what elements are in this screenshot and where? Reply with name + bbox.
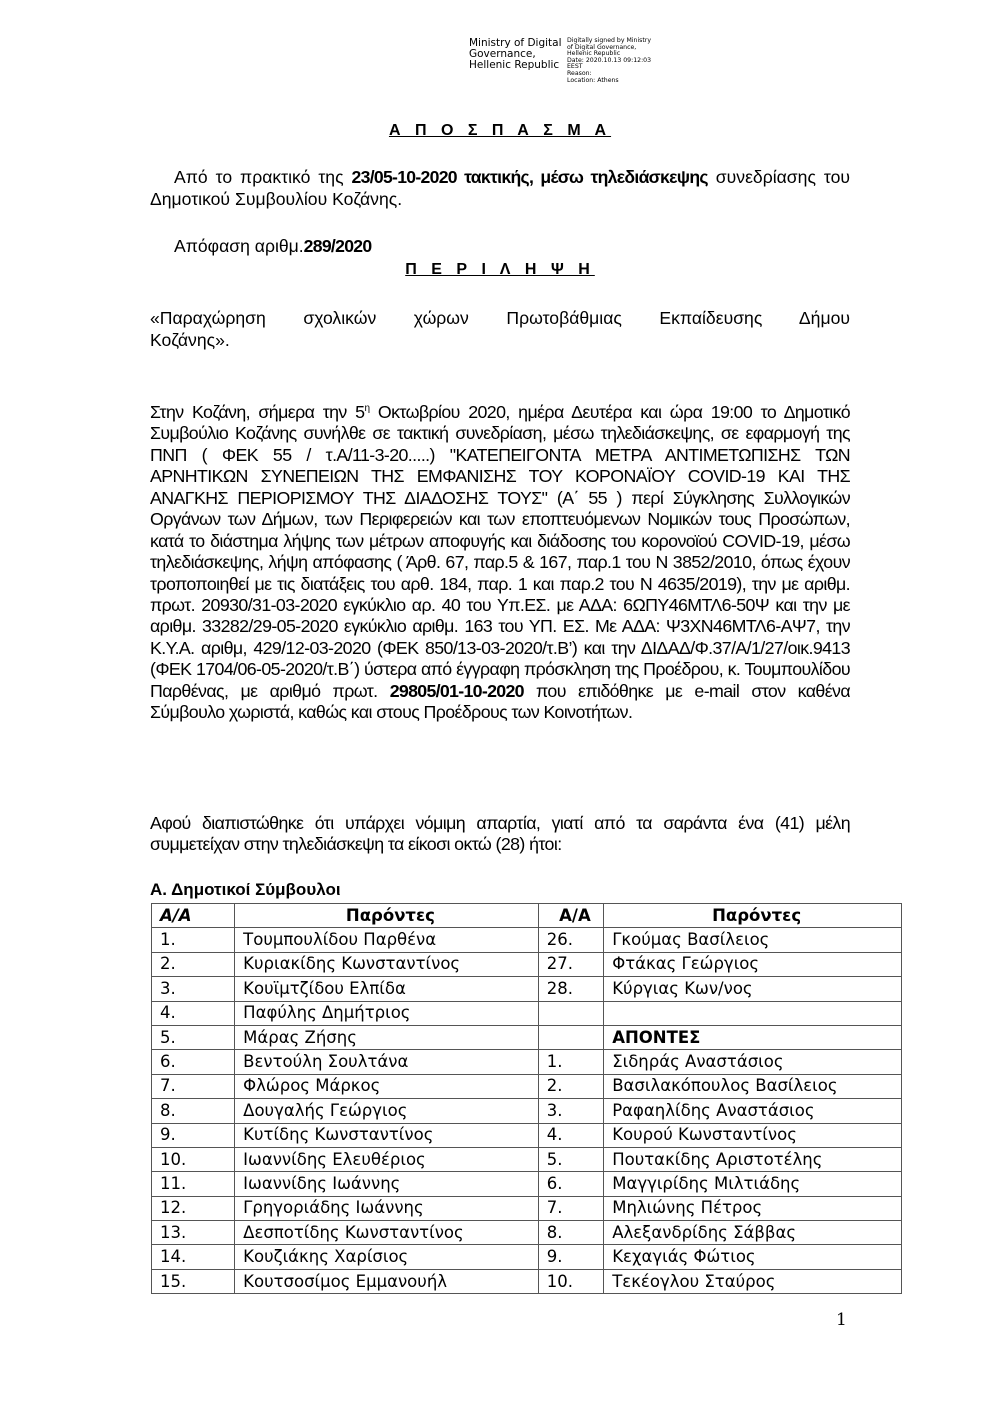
cell-name	[604, 1001, 902, 1025]
cell-name: Κουτσοσίμος Εμμανουήλ	[235, 1269, 539, 1293]
main-text: που επιδόθηκε με e-mail στον καθένα Σύμβουλο χωριστά, καθώς και στους Προέδρους των Κοινοτήτων.	[150, 680, 850, 723]
cell-number: 7.	[152, 1074, 235, 1098]
cell-name: Μαγγιρίδης Μιλτιάδης	[604, 1172, 902, 1196]
cell-number: 10.	[152, 1147, 235, 1171]
cell-number: 13.	[152, 1221, 235, 1245]
cell-number: 5.	[152, 1025, 235, 1049]
cell-name: Γρηγοριάδης Ιωάννης	[235, 1196, 539, 1220]
intro-paragraph	[150, 167, 850, 210]
cell-number: 5.	[538, 1147, 604, 1171]
table-row	[152, 1001, 902, 1025]
table-row	[152, 1196, 902, 1220]
quorum-paragraph: Αφού διαπιστώθηκε ότι υπάρχει νόμιμη απαρτία, γιατί από τα σαράντα ένα (41) μέλη συμμετείχαν στην τηλεδιάσκεψη τα είκοσι οκτώ (28) ήτοι:	[150, 813, 850, 855]
table-row	[152, 1147, 902, 1171]
decision-line	[150, 236, 850, 258]
table-header-row	[152, 904, 902, 928]
signer-name	[469, 38, 565, 84]
cell-number: 1.	[152, 928, 235, 952]
cell-name: Δουγαλής Γεώργιος	[235, 1099, 539, 1123]
cell-number: 3.	[152, 977, 235, 1001]
cell-name: Τουμπουλίδου Παρθένα	[235, 928, 539, 952]
signature-detail-line: Reason:	[567, 69, 592, 77]
signature-details	[567, 38, 667, 84]
signature-detail-line: Hellenic Republic	[567, 50, 621, 58]
cell-name: Ιωαννίδης Ιωάννης	[235, 1172, 539, 1196]
signer-line: Hellenic Republic	[469, 59, 560, 71]
table-row	[152, 1245, 902, 1269]
cell-name: Φλώρος Μάρκος	[235, 1074, 539, 1098]
main-text: Στην Κοζάνη, σήμερα την 5	[150, 401, 365, 422]
cell-number: 4.	[538, 1123, 604, 1147]
cell-name: Κύργιας Κων/νος	[604, 977, 902, 1001]
signature-detail-line: Date: 2020.10.13 09:12:03	[567, 56, 652, 64]
cell-name: Τεκέογλου Σταύρος	[604, 1269, 902, 1293]
table-row	[152, 1123, 902, 1147]
intro-text: συνεδρίασης του Δημοτικού Συμβουλίου Κοζάνης.	[150, 167, 850, 209]
cell-number	[538, 1025, 604, 1049]
cell-number: 2.	[538, 1074, 604, 1098]
cell-number: 26.	[538, 928, 604, 952]
cell-number: 12.	[152, 1196, 235, 1220]
ordinal-suffix: η	[364, 403, 370, 414]
cell-name: Γκούμας Βασίλειος	[604, 928, 902, 952]
subject-paragraph: «Παραχώρηση σχολικών χώρων Πρωτοβάθμιας Εκπαίδευσης Δήμου Κοζάνης».	[150, 308, 850, 350]
members-table	[151, 903, 902, 1294]
cell-name: Ιωαννίδης Ελευθέριος	[235, 1147, 539, 1171]
table-row	[152, 1099, 902, 1123]
cell-name: Κεχαγιάς Φώτιος	[604, 1245, 902, 1269]
decision-label: Απόφαση αριθμ.	[174, 236, 304, 256]
cell-name: Κουρού Κωνσταντίνος	[604, 1123, 902, 1147]
signature-detail-line: of Digital Governance,	[567, 43, 637, 51]
cell-number: 1.	[538, 1050, 604, 1074]
table-row	[152, 1074, 902, 1098]
table-row	[152, 1172, 902, 1196]
cell-number: 4.	[152, 1001, 235, 1025]
main-text: Οκτωβρίου 2020, ημέρα Δευτέρα και ώρα 19:00 το Δημοτικό Συμβούλιο Κοζάνης συνήλθε σε τακτική συνεδρίαση, μέσω τηλεδιάσκεψης, σε εφαρμογή της ΠΝΠ ( ΦΕΚ 55 / τ.Α/11-3-20.....) "ΚΑΤΕΠΕΙΓΟΝΤΑ ΜΕΤΡΑ ΑΝΤΙΜΕΤΩΠΙΣΗΣ ΤΩΝ ΑΡΝΗΤΙΚΩΝ ΣΥΝΕΠΕΙΩΝ ΤΗΣ ΕΜΦΑΝΙΣΗΣ ΤΟΥ ΚΟΡΟΝΑΪΟΥ COVID-19 ΚΑΙ ΤΗΣ ΑΝΑΓΚΗΣ ΠΕΡΙΟΡΙΣΜΟΥ ΤΗΣ ΔΙΑΔΟΣΗΣ ΤΟΥΣ" (Α΄ 55 ) περί Σύγκλησης Συλλογικών Οργάνων των Δήμων, των Περιφερειών και των εποπτευόμενων Νομικών τους Προσώπων, κατά το διάστημα λήψης των μέτρων αποφυγής και διάδοσης του κορονοϊού COVID-19, μέσω τηλεδιάσκεψης, λήψη απόφασης ( Άρθ. 67, παρ.5 & 167, παρ.1 του Ν 3852/2010, όπως έχουν τροποποιηθεί με τις διατάξεις του αρθ. 184, παρ. 1 και παρ.2 του Ν 4635/2019), την με αριθμ. πρωτ. 20930/31-03-2020 εγκύκλιο αρ. 40 του Υπ.ΕΣ. με ΑΔΑ: 6ΩΠΥ46ΜΤΛ6-50Ψ και την με αριθμ. 33282/29-05-2020 εγκύκλιο αριθμ. 163 του ΥΠ. ΕΣ. Με ΑΔΑ: Ψ3ΧΝ46ΜΤΛ6-ΑΨ7, την Κ.Υ.Α. αριθμ, 429/12-03-2020 (ΦΕΚ 850/13-03-2020/τ.Β’) και την ΔΙΔΑΔ/Φ.37/Α/1/27/οικ.9413 (ΦΕΚ 1704/06-05-2020/τ.Β΄) ύστερα από έγγραφη πρόσκληση της Προέδρου, κ. Τουμπουλίδου Παρθένας, με αριθμό πρωτ.	[150, 401, 850, 701]
cell-name: Κουζιάκης Χαρίσιος	[235, 1245, 539, 1269]
cell-name: Δεσποτίδης Κωνσταντίνος	[235, 1221, 539, 1245]
column-header-present: Παρόντες	[235, 904, 539, 928]
summary-title: Π Ε Ρ Ι Λ Η Ψ Η	[405, 261, 595, 278]
cell-number: 11.	[152, 1172, 235, 1196]
cell-number: 27.	[538, 952, 604, 976]
cell-number: 6.	[152, 1050, 235, 1074]
column-header-aa: Α/Α	[152, 904, 235, 928]
signature-detail-line: Digitally signed by Ministry	[567, 37, 652, 44]
cell-number: 15.	[152, 1269, 235, 1293]
cell-number: 9.	[538, 1245, 604, 1269]
cell-name: Κυριακίδης Κωνσταντίνος	[235, 952, 539, 976]
cell-number: 2.	[152, 952, 235, 976]
page-number: 1	[836, 1310, 847, 1330]
cell-number: 28.	[538, 977, 604, 1001]
section-heading: Α. Δημοτικοί Σύμβουλοι	[150, 880, 341, 899]
cell-number: 8.	[152, 1099, 235, 1123]
cell-name: Μάρας Ζήσης	[235, 1025, 539, 1049]
signer-line: Governance,	[469, 48, 536, 60]
cell-name: Ραφαηλίδης Αναστάσιος	[604, 1099, 902, 1123]
cell-name: Σιδηράς Αναστάσιος	[604, 1050, 902, 1074]
protocol-number: 29805/01-10-2020	[389, 680, 524, 701]
column-header-aa: Α/Α	[538, 904, 604, 928]
decision-number: 289/2020	[303, 236, 372, 256]
cell-name: Κυτίδης Κωνσταντίνος	[235, 1123, 539, 1147]
table-row	[152, 1221, 902, 1245]
table-row	[152, 952, 902, 976]
cell-number: 8.	[538, 1221, 604, 1245]
cell-number: 3.	[538, 1099, 604, 1123]
cell-name: Πουτακίδης Αριστοτέλης	[604, 1147, 902, 1171]
column-header-present: Παρόντες	[604, 904, 902, 928]
cell-number: 6.	[538, 1172, 604, 1196]
intro-text: Από το πρακτικό της	[174, 167, 352, 187]
cell-name: Παφύλης Δημήτριος	[235, 1001, 539, 1025]
cell-name: Φτάκας Γεώργιος	[604, 952, 902, 976]
main-paragraph	[150, 398, 850, 724]
cell-name: Αλεξανδρίδης Σάββας	[604, 1221, 902, 1245]
cell-name: Βασιλακόπουλος Βασίλειος	[604, 1074, 902, 1098]
table-row	[152, 1269, 902, 1293]
signature-detail-line: Location: Athens	[567, 76, 619, 84]
cell-name: Μηλιώνης Πέτρος	[604, 1196, 902, 1220]
absent-heading: ΑΠΟΝΤΕΣ	[604, 1025, 902, 1049]
document-title: Α Π Ο Σ Π Α Σ Μ Α	[388, 122, 612, 139]
cell-number: 10.	[538, 1269, 604, 1293]
cell-number: 7.	[538, 1196, 604, 1220]
cell-name: Βεντούλη Σουλτάνα	[235, 1050, 539, 1074]
cell-name: Κουϊμτζίδου Ελπίδα	[235, 977, 539, 1001]
digital-signature	[469, 38, 667, 84]
cell-number	[538, 1001, 604, 1025]
table-row	[152, 928, 902, 952]
signer-line: Ministry of Digital	[469, 37, 562, 49]
session-reference: 23/05-10-2020 τακτικής, μέσω τηλεδιάσκεψης	[351, 167, 708, 187]
signature-detail-line: EEST	[567, 63, 583, 71]
table-row	[152, 977, 902, 1001]
table-row	[152, 1050, 902, 1074]
cell-number: 14.	[152, 1245, 235, 1269]
cell-number: 9.	[152, 1123, 235, 1147]
table-row	[152, 1025, 902, 1049]
